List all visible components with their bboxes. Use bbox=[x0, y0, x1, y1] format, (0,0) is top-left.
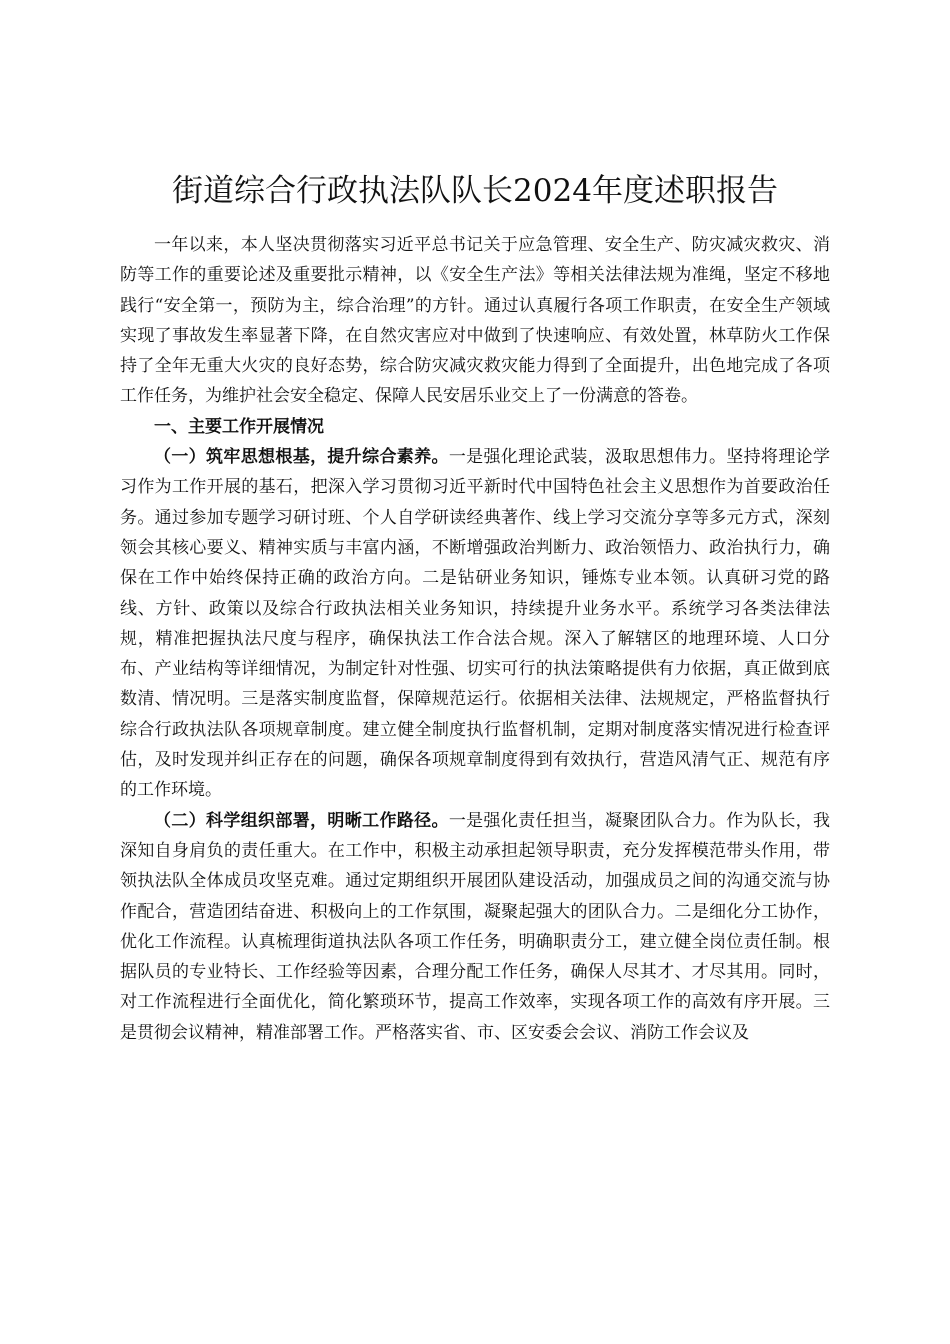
subsection-2-lead: （二）科学组织部署，明晰工作路径。 bbox=[154, 810, 449, 831]
intro-paragraph: 一年以来，本人坚决贯彻落实习近平总书记关于应急管理、安全生产、防灾减灾救灾、消防等工作的重要论述及重要批示精神，以《安全生产法》等相关法律法规为准绳，坚定不移地践行“安全第一，预防为主，综合治理”的方针。通过认真履行各项工作职责，在安全生产领域实现了事故发生率显著下降，在自然灾害应对中做到了快速响应、有效处置，林草防火工作保持了全年无重大火灾的良好态势，综合防灾减灾救灾能力得到了全面提升，出色地完成了各项工作任务，为维护社会安全稳定、保障人民安居乐业交上了一份满意的答卷。 bbox=[120, 235, 830, 407]
section-heading-main-work: 一、主要工作开展情况 bbox=[154, 416, 324, 437]
subsection-1-body: 一是强化理论武装，汲取思想伟力。坚持将理论学习作为工作开展的基石，把深入学习贯彻习近平新时代中国特色社会主义思想作为首要政治任务。通过参加专题学习研讨班、个人自学研读经典著作、线上学习交流分享等多元方式，深刻领会其核心要义、精神实质与丰富内涵，不断增强政治判断力、政治领悟力、政治执行力，确保在工作中始终保持正确的政治方向。二是钻研业务知识，锤炼专业本领。认真研习党的路线、方针、政策以及综合行政执法相关业务知识，持续提升业务水平。系统学习各类法律法规，精准把握执法尺度与程序，确保执法工作合法合规。深入了解辖区的地理环境、人口分布、产业结构等详细情况，为制定针对性强、切实可行的执法策略提供有力依据，真正做到底数清、情况明。三是落实制度监督，保障规范运行。依据相关法律、法规规定，严格监督执行综合行政执法队各项规章制度。建立健全制度执行监督机制，定期对制度落实情况进行检查评估，及时发现并纠正存在的问题，确保各项规章制度得到有效执行，营造风清气正、规范有序的工作环境。 bbox=[120, 447, 831, 801]
document-page bbox=[120, 166, 830, 1048]
subsection-1-paragraph bbox=[120, 442, 830, 806]
subsection-1-lead: （一）筑牢思想根基，提升综合素养。 bbox=[154, 447, 449, 468]
subsection-2-paragraph bbox=[120, 806, 830, 1048]
subsection-2-body: 一是强化责任担当，凝聚团队合力。作为队长，我深知自身肩负的责任重大。在工作中，积极主动承担起领导职责，充分发挥模范带头作用，带领执法队全体成员攻坚克难。通过定期组织开展团队建设活动，加强成员之间的沟通交流与协作配合，营造团结奋进、积极向上的工作氛围，凝聚起强大的团队合力。二是细化分工协作，优化工作流程。认真梳理街道执法队各项工作任务，明确职责分工，建立健全岗位责任制。根据队员的专业特长、工作经验等因素，合理分配工作任务，确保人尽其才、才尽其用。同时，对工作流程进行全面优化，简化繁琐环节，提高工作效率，实现各项工作的高效有序开展。三是贯彻会议精神，精准部署工作。严格落实省、市、区安委会会议、消防工作会议及 bbox=[120, 810, 831, 1043]
document-title: 街道综合行政执法队队长2024年度述职报告 bbox=[172, 173, 778, 209]
